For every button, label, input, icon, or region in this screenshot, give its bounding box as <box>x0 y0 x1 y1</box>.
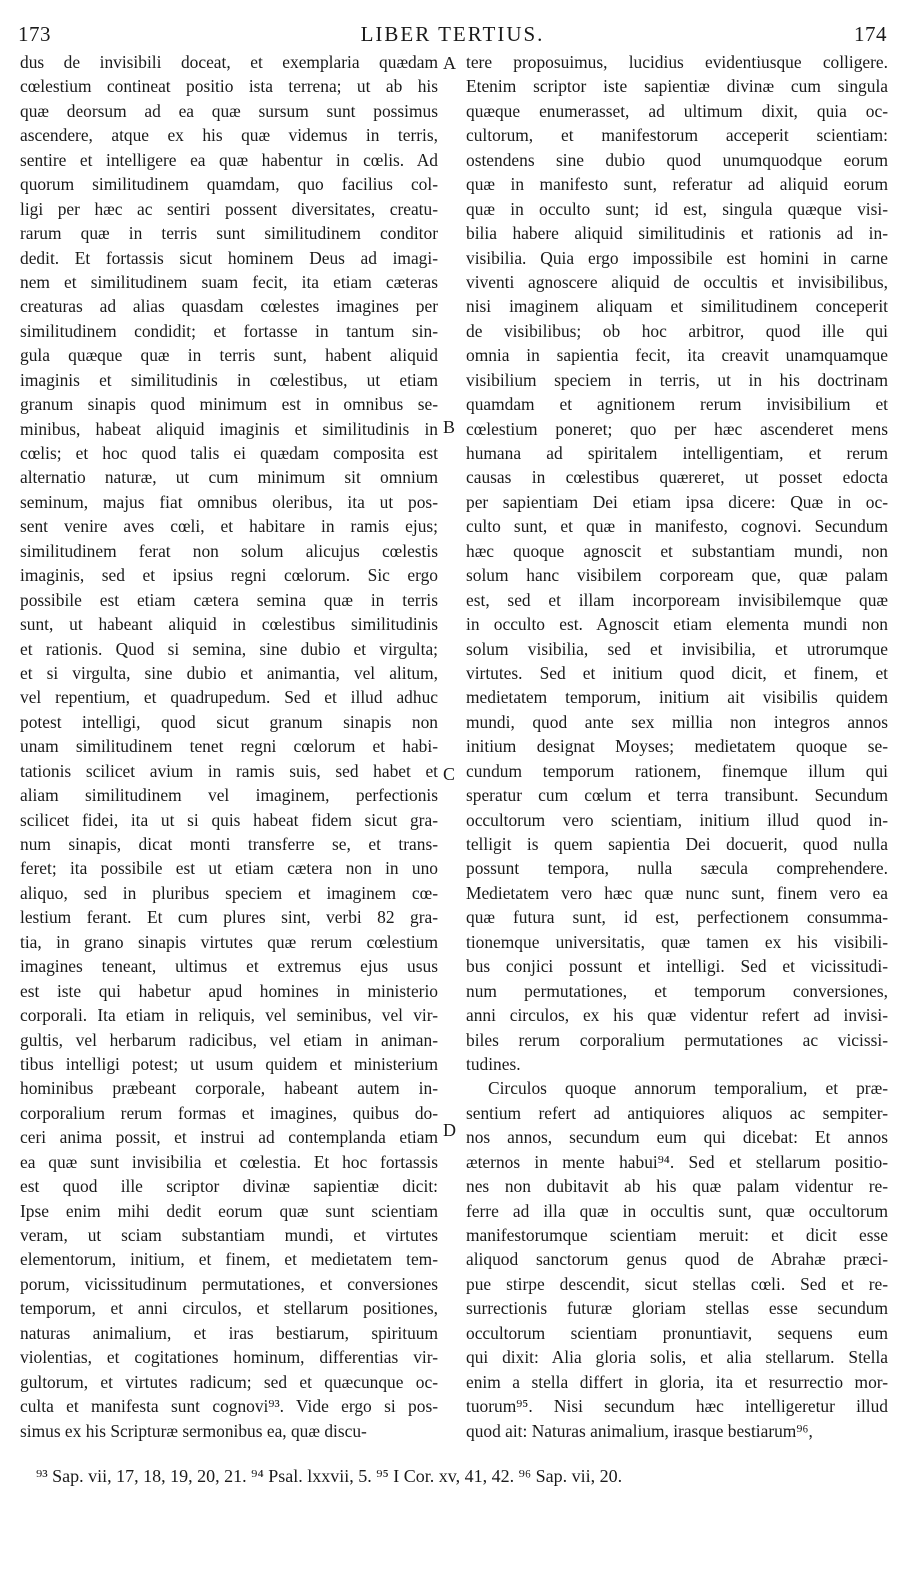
margin-letter-b: B <box>443 417 456 437</box>
text-line: ceri anima possit, et instrui ad contemplanda etiam <box>20 1127 438 1148</box>
text-line: tere proposuimus, lucidius evidentiusque colligere. <box>466 52 888 72</box>
text-line: tationis scilicet avium in ramis suis, sed habet et <box>20 760 438 781</box>
text-line: visibilia. Quia ergo impossibile est homini in carne <box>466 247 888 268</box>
text-line: gultis, vel herbarum radicibus, vel etiam in animan- <box>20 1029 438 1050</box>
text-line: quorum similitudinem quamdam, quo facilius col- <box>20 174 438 195</box>
page-number-left: 173 <box>18 22 51 46</box>
text-line: de visibilibus; ob hoc arbitror, quod ille qui <box>466 320 888 341</box>
text-line: naturas animalium, et iras bestiarum, spirituum <box>20 1322 438 1343</box>
text-line: qui dixit: Alia gloria solis, et alia stellarum. Stella <box>466 1347 888 1368</box>
text-line: cultorum, et manifestorum acceperit scientiam: <box>466 125 888 146</box>
text-line: quæ in occulto sunt; id est, singula quæque visi- <box>466 198 888 219</box>
text-line: gula quæque quæ in terris sunt, habent aliquid <box>20 345 438 366</box>
margin-letter-c: C <box>443 764 456 784</box>
text-line: cœlestium contineat positio ista terrena; ut ab his <box>20 76 438 97</box>
text-line: est iste qui habetur apud homines in ministerio <box>20 980 438 1001</box>
text-line: biles rerum corporalium permutationes ac vicissi- <box>466 1029 888 1050</box>
text-line: hominibus præbeant corporale, habeant autem in- <box>20 1078 438 1099</box>
text-line: feret; ita possibile est ut etiam cætera non in uno <box>20 858 438 879</box>
text-line: simus ex his Scripturæ sermonibus ea, quæ discu- <box>20 1420 367 1441</box>
text-line: est quod ille scriptor divinæ sapientiæ dicit: <box>20 1176 438 1197</box>
text-line: nos annos, secundum eum qui dicebat: Et annos <box>466 1127 888 1148</box>
running-header <box>18 22 887 48</box>
text-line: pue stirpe descendit, sicut stellas cœli. Sed et re- <box>466 1273 888 1294</box>
text-line: Circulos quoque annorum temporalium, et præ- <box>488 1078 888 1099</box>
text-line: ferre ad illa quæ in occultis sunt, quæ occultorum <box>466 1200 888 1221</box>
text-line: manifestorumque scientiam meruit: et dicit esse <box>466 1225 888 1245</box>
text-line: cœlestium poneret; quo per hæc ascenderet mens <box>466 418 888 439</box>
page-number-right: 174 <box>854 22 887 46</box>
text-line: tia, in grano sinapis virtutes quæ rerum cœlestium <box>20 931 438 952</box>
text-line: cœlis; et hoc quod talis ei quædam composita est <box>20 443 438 463</box>
text-line: sunt, ut habeant aliquid in cœlestibus similitudinis <box>20 614 438 635</box>
text-line: quæ in manifesto sunt, referatur ad aliquid eorum <box>466 174 888 195</box>
text-line: Medietatem vero hæc quæ nunc sunt, finem vero ea <box>466 882 888 903</box>
text-line: gultorum, et virtutes radicum; sed et quæcunque oc- <box>20 1371 438 1392</box>
text-line: sent venire aves cœli, et habitare in ramis ejus; <box>20 516 438 537</box>
text-line: quamdam et agnitionem rerum invisibilium et <box>466 394 888 415</box>
text-line: Ipse enim mihi dedit eorum quæ sunt scientiam <box>20 1200 438 1221</box>
text-line: corporalium rerum formas et imagines, quibus do- <box>20 1102 438 1123</box>
text-line: similitudinem condidit; et fortasse in tantum sin- <box>20 320 438 341</box>
text-line: medietatem temporum, initium ait visibilis quidem <box>466 687 888 708</box>
text-line: violentias, et cogitationes hominum, differentias vir- <box>20 1347 438 1368</box>
text-line: in occulto est. Agnoscit etiam elementa mundi non <box>466 614 888 635</box>
text-line: creaturas ad alias quasdam cœlestes imagines per <box>20 296 438 317</box>
text-line: ostendens sine dubio quod unumquodque eorum <box>466 149 888 170</box>
text-line: visibilium speciem in terris, ut in his doctrinam <box>466 369 888 390</box>
text-line: sentium refert ad antiquiores aliquos ac sempiter- <box>466 1102 888 1123</box>
text-line: solum visibilia, sed et invisibilia, et utrorumque <box>466 638 888 659</box>
text-line: vel repentium, et quadrupedum. Sed et illud adhuc <box>20 687 438 708</box>
text-line: per sapientiam Dei etiam ipsa dicere: Quæ in oc- <box>466 491 888 512</box>
text-line: potest intelligi, quod sicut granum sinapis non <box>20 711 438 732</box>
text-line: hæc quoque agnoscit et substantiam mundi, non <box>466 540 888 561</box>
text-line: causas in cœlestibus quæreret, ut posset edocta <box>466 467 888 488</box>
text-line: aliquod sanctorum genus quod de Abrahæ præci- <box>466 1249 888 1270</box>
text-line: similitudinem ferat non solum alicujus cœlestis <box>20 540 438 561</box>
text-line: rarum quæ in terris sunt similitudinem conditor <box>20 223 438 244</box>
text-line: porum, vicissitudinum permutationes, et conversiones <box>20 1273 438 1294</box>
text-line: et si virgulta, sine dubio et animantia, vel alitum, <box>20 662 438 683</box>
left-column <box>20 50 438 1443</box>
text-line: aliam similitudinem vel imaginem, perfectionis <box>20 785 438 806</box>
text-line: et rationis. Quod si semina, sine dubio et virgulta; <box>20 638 438 659</box>
text-line: bilia habere aliquid similitudinis et rationis ad in- <box>466 223 888 244</box>
text-line: lestium ferant. Et cum plures sint, verbi 82 gra- <box>20 907 438 928</box>
text-line: possunt tempora, nulla sæcula comprehendere. <box>466 858 888 879</box>
text-line: speratur cum cœlum et terra transibunt. Secundum <box>466 785 888 806</box>
text-line: unam similitudinem tenet regni cœlorum et habi- <box>20 736 438 757</box>
text-line: minibus, habeat aliquid imaginis et similitudinis in <box>20 418 438 439</box>
margin-letter-a: A <box>443 53 456 73</box>
text-line: tudines. <box>466 1053 521 1074</box>
text-line: humana ad spiritalem intelligentiam, et rerum <box>466 443 888 463</box>
text-line: corporali. Ita etiam in reliquis, vel seminibus, vel vir- <box>20 1005 438 1026</box>
text-line: Etenim scriptor iste sapientiæ divinæ cum singula <box>466 76 888 97</box>
text-line: mundi, quod ante sex millia non integros annos <box>466 711 888 732</box>
text-line: ea quæ sunt invisibilia et cœlestia. Et hoc fortassis <box>20 1151 438 1172</box>
text-line: occultorum scientiam pronuntiavit, sequens eum <box>466 1322 888 1343</box>
text-line: virtutes. Sed et initium quod dicit, et finem, et <box>466 662 888 683</box>
text-line: nisi imaginem aliquam et similitudinem conceperit <box>466 296 888 317</box>
text-line: possibile est etiam cætera semina quæ in terris <box>20 589 438 610</box>
text-line: tionemque universitatis, quæ tamen ex his visibili- <box>466 931 888 952</box>
text-line: granum sinapis quod minimum est in omnibus se- <box>20 394 438 415</box>
text-line: cundum temporum rationem, finemque illum qui <box>466 760 888 781</box>
text-line: tuorum⁹⁵. Nisi secundum hæc intelligeretur illud <box>466 1396 888 1417</box>
text-line: alternatio naturæ, ut cum minimum sit omnium <box>20 467 438 488</box>
text-line: solum hanc visibilem corpoream que, quæ palam <box>466 565 888 586</box>
text-line: bus conjici possunt et intelligi. Sed et vicissitudi- <box>466 956 888 977</box>
text-line: nes non dubitavit ab his quæ palam videntur re- <box>466 1176 888 1197</box>
text-line: quæque enumerasset, ad ultimum dixit, quia oc- <box>466 100 888 121</box>
text-line: tibus intelligi potest; ut usum quidem et ministerium <box>20 1053 438 1074</box>
text-line: est, sed et illam incorpoream invisibilemque quæ <box>466 589 888 610</box>
text-line: num sinapis, dicat monti transferre se, et trans- <box>20 834 438 854</box>
text-line: num permutationes, et temporum conversiones, <box>466 980 888 1001</box>
right-column <box>466 50 888 1443</box>
text-line: imaginis et similitudinis in cœlestibus, ut etiam <box>20 369 438 390</box>
text-line: quæ deorsum ad ea quæ sursum sunt possimus <box>20 100 438 121</box>
text-line: culta et manifesta sunt cognovi⁹³. Vide ergo si pos- <box>20 1396 438 1417</box>
text-line: omnia in sapientia fecit, ita creavit unamquamque <box>466 345 888 366</box>
text-line: anni circulos, ex his quæ videntur refert ad invisi- <box>466 1005 888 1026</box>
text-line: veram, ut sciam substantiam mundi, et virtutes <box>20 1225 438 1245</box>
text-line: occultorum vero scientiam, initium illud quod in- <box>466 809 888 830</box>
footnotes: ⁹³ Sap. vii, 17, 18, 19, 20, 21. ⁹⁴ Psal. lxxvii, 5. ⁹⁵ I Cor. xv, 41, 42. ⁹⁶ Sap. vii, 20. <box>36 1466 623 1486</box>
text-line: nem et similitudinem suam fecit, ita etiam cæteras <box>20 271 438 292</box>
text-line: temporum, et anni circulos, et stellarum positiones, <box>20 1298 438 1319</box>
running-head-title: LIBER TERTIUS. <box>360 22 545 46</box>
text-line: ligi per hæc ac sentiri possent diversitates, creatu- <box>20 198 438 219</box>
text-line: elementorum, initium, et finem, et medietatem tem- <box>20 1249 438 1270</box>
text-line: surrectionis futuræ gloriam stellas esse secundum <box>466 1298 888 1319</box>
text-line: sentire et intelligere ea quæ habentur in cœlis. Ad <box>20 149 438 170</box>
text-line: culto sunt, et quæ in manifesto, cognovi. Secundum <box>466 516 888 537</box>
text-line: imagines teneant, ultimus et extremus ejus usus <box>20 956 438 977</box>
text-line: initium designat Moyses; medietatem quoque se- <box>466 736 888 757</box>
text-line: seminum, majus fiat omnibus oleribus, ita ut pos- <box>20 491 438 512</box>
text-line: quæ futura sunt, id est, perfectionem consumma- <box>466 907 888 928</box>
text-line: aliquo, sed in pluribus speciem et imaginem cœ- <box>20 882 438 903</box>
text-line: enim a stella differt in gloria, ita et resurrectio mor- <box>466 1371 888 1392</box>
text-line: imaginis, sed et ipsius regni cœlorum. Sic ergo <box>20 565 438 586</box>
text-line: quod ait: Naturas animalium, irasque bestiarum⁹⁶, <box>466 1420 813 1441</box>
text-line: ascendere, atque ex his quæ videmus in terris, <box>20 125 438 146</box>
text-line: æternos in mente habui⁹⁴. Sed et stellarum positio- <box>466 1151 888 1172</box>
margin-letter-d: D <box>443 1120 456 1140</box>
text-line: telligit is quem sapientia Dei docuerit, quod nulla <box>466 834 888 854</box>
text-line: viventi agnoscere aliquid de occultis et invisibilibus, <box>466 271 888 292</box>
text-line: scilicet fidei, ita ut si quis habeat fidem sicut gra- <box>20 809 438 830</box>
text-line: dus de invisibili doceat, et exemplaria quædam <box>20 52 438 72</box>
text-line: dedit. Et fortassis sicut hominem Deus ad imagi- <box>20 247 438 268</box>
